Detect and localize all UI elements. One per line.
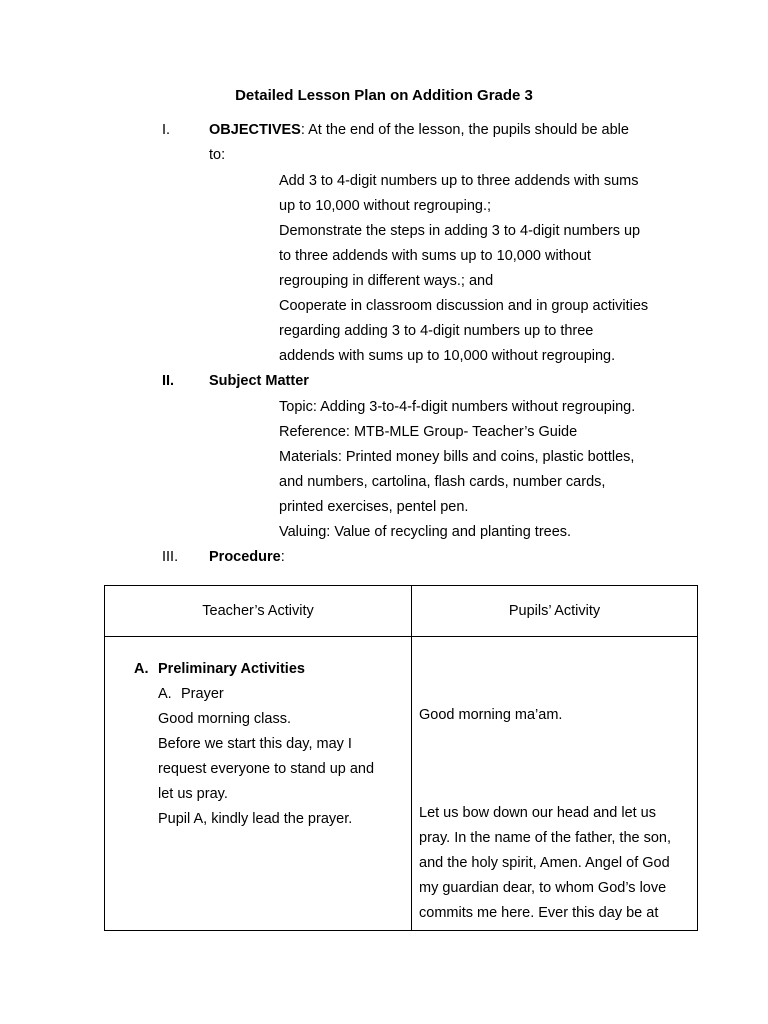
teacher-line: Good morning class. (158, 711, 291, 727)
page-title: Detailed Lesson Plan on Addition Grade 3 (235, 87, 533, 104)
objective-line: to three addends with sums up to 10,000 without (279, 248, 591, 264)
objective-line: Demonstrate the steps in adding 3 to 4-digit numbers up (279, 223, 641, 239)
pupils-prayer-line: commits me here. Ever this day be at (419, 905, 659, 921)
teacher-line: Pupil A, kindly lead the prayer. (158, 811, 353, 827)
prayer-letter: A. (158, 686, 172, 702)
objectives-intro (209, 118, 629, 143)
objective-line: Add 3 to 4-digit numbers up to three addends with sums (279, 173, 639, 189)
subject-matter-line: Valuing: Value of recycling and planting trees. (279, 524, 572, 540)
section-number-procedure: III. (162, 549, 179, 565)
teacher-activity-header (105, 586, 412, 637)
subject-matter-line: and numbers, cartolina, flash cards, number cards, (279, 474, 606, 490)
objective-line: Cooperate in classroom discussion and in group activities (279, 298, 649, 314)
teacher-line: Before we start this day, may I (158, 736, 352, 752)
objectives-intro-text: : At the end of the lesson, the pupils should be able (300, 122, 629, 138)
subject-matter-line: Topic: Adding 3-to-4-f-digit numbers without regrouping. (279, 399, 636, 415)
preliminary-activities-heading: Preliminary Activities (158, 661, 305, 677)
subject-matter-line: Materials: Printed money bills and coins, plastic bottles, (279, 449, 635, 465)
objective-line: regarding adding 3 to 4-digit numbers up to three (279, 323, 594, 339)
objectives-heading: OBJECTIVES (209, 122, 301, 138)
objective-line: regrouping in different ways.; and (279, 273, 494, 289)
objectives-intro-cont: to: (209, 147, 226, 163)
table-row (105, 637, 698, 931)
subject-matter-line: printed exercises, pentel pen. (279, 499, 469, 515)
subject-matter-line: Reference: MTB-MLE Group- Teacher’s Guide (279, 424, 578, 440)
procedure-heading-row (209, 545, 285, 570)
pupils-prayer-line: my guardian dear, to whom God’s love (419, 880, 667, 896)
objective-line: addends with sums up to 10,000 without regrouping. (279, 348, 616, 364)
teacher-activity-header-label: Teacher’s Activity (202, 603, 314, 619)
teacher-line: let us pray. (158, 786, 228, 802)
subject-matter-heading: Subject Matter (209, 373, 309, 389)
pupils-greeting: Good morning ma’am. (419, 707, 563, 723)
procedure-colon: : (280, 549, 285, 565)
pupils-prayer-line: Let us bow down our head and let us (419, 805, 656, 821)
procedure-heading: Procedure (209, 549, 281, 565)
pupils-prayer-line: and the holy spirit, Amen. Angel of God (419, 855, 670, 871)
section-number-subject-matter: II. (162, 373, 175, 389)
objective-line: up to 10,000 without regrouping.; (279, 198, 492, 214)
teacher-activity-cell (105, 637, 412, 931)
preliminary-letter: A. (134, 661, 149, 677)
prayer-subheading: Prayer (181, 686, 224, 702)
section-number-objectives: I. (162, 122, 171, 138)
teacher-line: request everyone to stand up and (158, 761, 375, 777)
pupils-prayer-line: pray. In the name of the father, the son, (419, 830, 672, 846)
procedure-table (104, 585, 698, 931)
pupils-activity-cell (412, 637, 698, 931)
table-header-row (105, 586, 698, 637)
pupils-activity-header (412, 586, 698, 637)
pupils-activity-header-label: Pupils’ Activity (508, 603, 601, 619)
